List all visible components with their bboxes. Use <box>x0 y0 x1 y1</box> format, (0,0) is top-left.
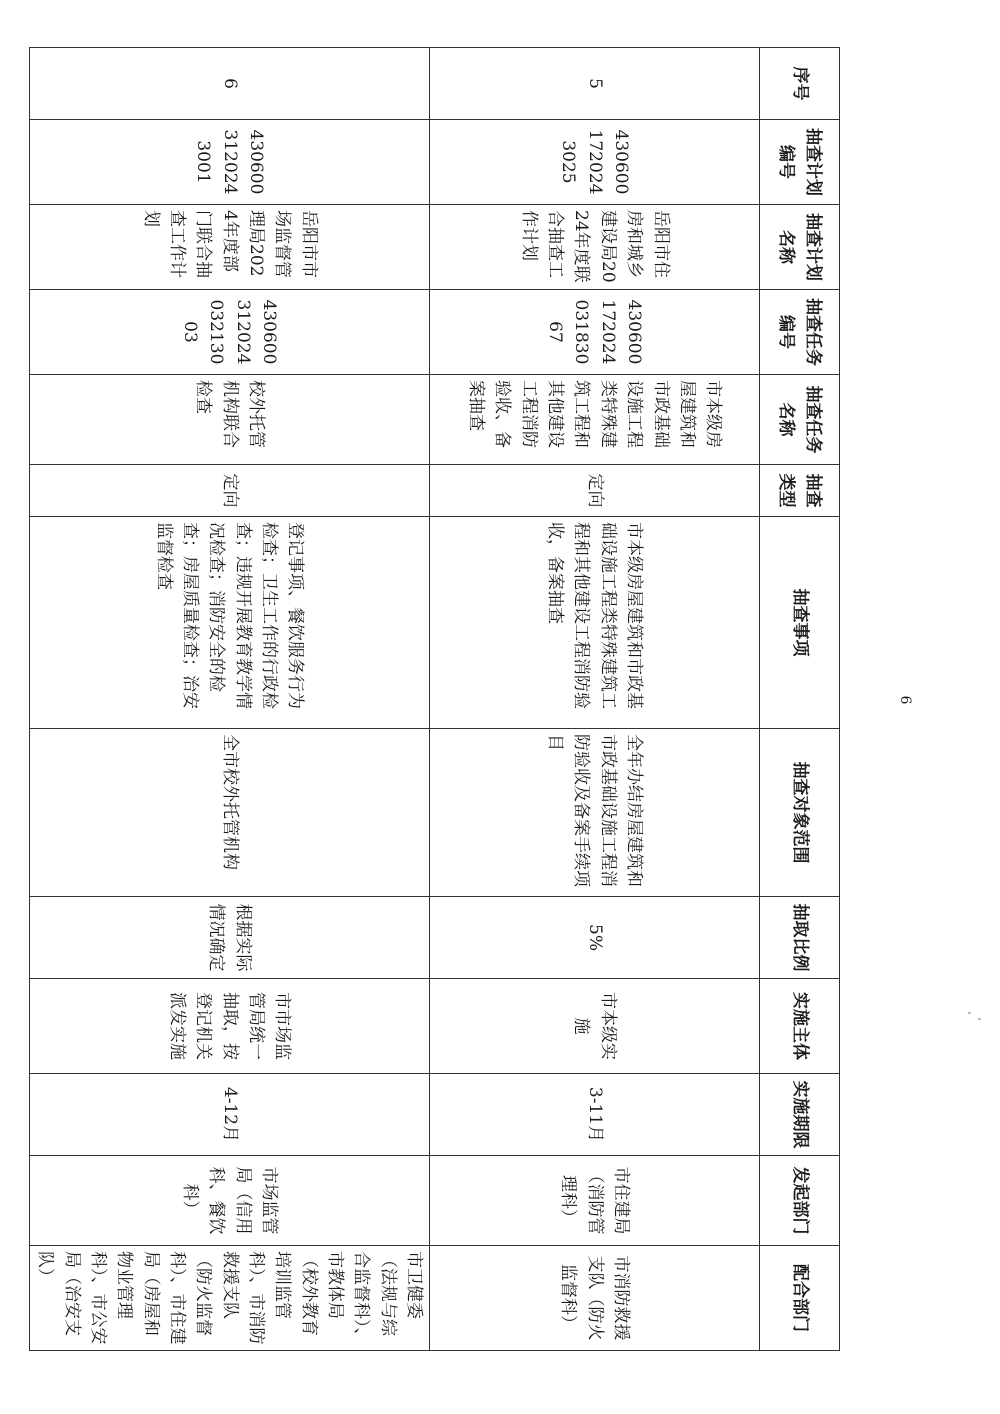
cell-plan-no: 4306001720243025 <box>430 120 760 205</box>
cell-plan-name: 岳阳市住房和城乡建设局2024年度联合抽查工作计划 <box>430 205 760 290</box>
header-type: 抽查类型 <box>760 465 840 517</box>
rotated-table-wrapper <box>35 47 840 1350</box>
header-plan-no: 抽查计划编号 <box>760 120 840 205</box>
cell-ratio: 根据实际情况确定 <box>29 897 429 979</box>
cell-partner: 市消防救援支队（防火监督科） <box>430 1246 760 1351</box>
cell-task-name: 校外托管机构联合检查 <box>29 375 429 465</box>
cell-task-no: 43060017202403183067 <box>430 290 760 375</box>
header-task-no: 抽查任务编号 <box>760 290 840 375</box>
cell-plan-name: 岳阳市市场监督管理局2024年度部门联合抽查工作计划 <box>29 205 429 290</box>
table-row <box>29 48 429 1351</box>
spot-check-table <box>29 47 840 1351</box>
table-row <box>430 48 760 1351</box>
scan-speck <box>968 1012 971 1014</box>
cell-type: 定向 <box>29 465 429 517</box>
cell-period: 3-11月 <box>430 1074 760 1156</box>
cell-initiator: 市场监管局（信用科、餐饮科） <box>29 1156 429 1246</box>
header-seq: 序号 <box>760 48 840 120</box>
header-plan-name: 抽查计划名称 <box>760 205 840 290</box>
cell-period: 4-12月 <box>29 1074 429 1156</box>
page-number: 6 <box>897 695 913 705</box>
header-partner: 配合部门 <box>760 1246 840 1351</box>
cell-partner: 市卫健委（法规与综合监督科）、市教体局（校外教育培训监管科）、市消防救援支队（防火监督科）、市住建局（房屋和物业管理科）、市公安局（治安支队） <box>29 1246 429 1351</box>
cell-task-name: 市本级房屋建筑和市政基础设施工程类特殊建筑工程和其他建设工程消防验收、备案抽查 <box>430 375 760 465</box>
cell-items: 市本级房屋建筑和市政基础设施工程类特殊建筑工程和其他建设工程消防验收，备案抽查 <box>430 517 760 729</box>
cell-plan-no: 4306003120243001 <box>29 120 429 205</box>
cell-items: 登记事项、餐饮服务行为检查；卫生工作的行政检查；违规开展教育教学情况检查；消防安全的检查；房屋质量检查；治安监督检查 <box>29 517 429 729</box>
header-items: 抽查事项 <box>760 517 840 729</box>
header-subject: 实施主体 <box>760 979 840 1074</box>
cell-seq: 5 <box>430 48 760 120</box>
cell-subject: 市本级实施 <box>430 979 760 1074</box>
cell-subject: 市市场监管局统一抽取，按登记机关派发实施 <box>29 979 429 1074</box>
cell-initiator: 市住建局（消防管理科） <box>430 1156 760 1246</box>
cell-task-no: 43060031202403213003 <box>29 290 429 375</box>
cell-ratio: 5% <box>430 897 760 979</box>
header-scope: 抽查对象范围 <box>760 729 840 897</box>
cell-seq: 6 <box>29 48 429 120</box>
cell-scope: 全市校外托管机构 <box>29 729 429 897</box>
cell-scope: 全年办结房屋建筑和市政基础设施工程消防验收及备案手续项目 <box>430 729 760 897</box>
header-ratio: 抽取比例 <box>760 897 840 979</box>
cell-type: 定向 <box>430 465 760 517</box>
scan-speck <box>978 1018 981 1020</box>
header-initiator: 发起部门 <box>760 1156 840 1246</box>
header-task-name: 抽查任务名称 <box>760 375 840 465</box>
header-period: 实施期限 <box>760 1074 840 1156</box>
header-row <box>760 48 840 1351</box>
